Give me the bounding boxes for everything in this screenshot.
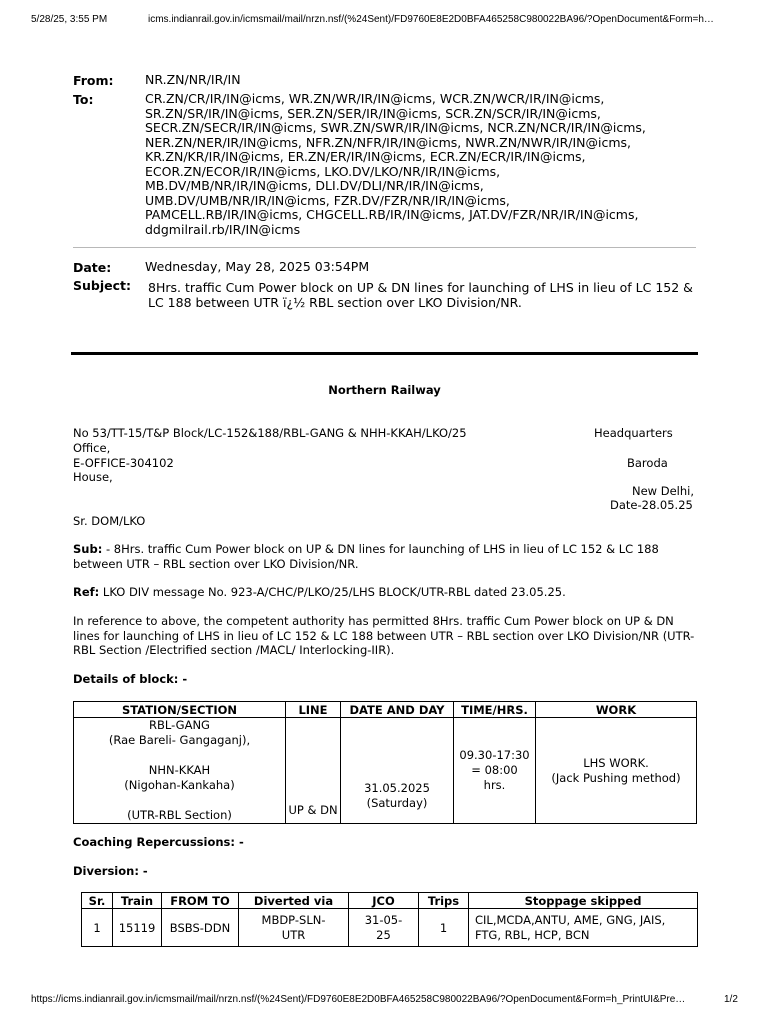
to-label: To:: [73, 92, 94, 107]
col-header-station: STATION/SECTION: [74, 702, 286, 718]
recipient-line: UMB.DV/UMB/NR/IR/IN@icms, FZR.DV/FZR/NR/IR/IN@icms,: [145, 192, 510, 208]
col-header-date: DATE AND DAY: [341, 702, 454, 718]
sr-cell: 1: [82, 909, 113, 947]
work-line: (Jack Pushing method): [551, 770, 681, 785]
stoppage-line: CIL,MCDA,ANTU, AME, GNG, JAIS,: [475, 912, 666, 927]
office-label: Office,: [73, 441, 111, 455]
recipient-line: ddgmilrail.rb/IR/IN@icms: [145, 221, 301, 237]
to-recipients: [145, 92, 685, 237]
subject-paragraph: [73, 542, 698, 571]
col-header-from-to: FROM TO: [162, 893, 239, 909]
ref-label: Ref:: [73, 585, 100, 599]
time-line: = 08:00: [471, 763, 518, 777]
date-value: Wednesday, May 28, 2025 03:54PM: [145, 259, 370, 274]
jco-cell: [349, 909, 419, 947]
train-cell: 15119: [113, 909, 162, 947]
ref-text: LKO DIV message No. 923-A/CHC/P/LKO/25/LHS BLOCK/UTR-RBL dated 23.05.25.: [99, 585, 566, 599]
from-value: NR.ZN/NR/IR/IN: [145, 72, 241, 87]
print-footer-url: https://icms.indianrail.gov.in/icmsmail/mail/nrzn.nsf/(%24Sent)/FD9760E8E2D0BFA465258C980022BA96/?OpenDocument&Form=h_PrintUI&Pre…: [31, 994, 686, 1005]
recipient-line: PAMCELL.RB/IR/IN@icms, CHGCELL.RB/IR/IN@icms, JAT.DV/FZR/NR/IR/IN@icms,: [145, 207, 639, 222]
recipient-line: CR.ZN/CR/IR/IN@icms, WR.ZN/WR/IR/IN@icms, WCR.ZN/WCR/IR/IN@icms,: [145, 91, 605, 106]
time-line: 09.30-17:30: [459, 748, 530, 762]
city-label: New Delhi,: [632, 484, 695, 498]
work-line: LHS WORK.: [583, 755, 649, 770]
sub-text: - 8Hrs. traffic Cum Power block on UP & DN lines for launching of LHS in lieu of LC 152 & LC 188 between UTR – RBL section over LKO Division/NR.: [73, 542, 659, 571]
jco-line: 31-05-: [364, 912, 403, 927]
subject-label: Subject:: [73, 278, 131, 293]
station-line: RBL-GANG: [149, 718, 210, 732]
col-header-trips: Trips: [419, 893, 469, 909]
print-datetime: 5/28/25, 3:55 PM: [31, 14, 108, 25]
station-line: [76, 748, 283, 763]
print-header-url: icms.indianrail.gov.in/icmsmail/mail/nrzn.nsf/(%24Sent)/FD9760E8E2D0BFA465258C980022BA96/?OpenDocument&Form=h…: [148, 14, 714, 25]
work-cell: [536, 718, 697, 824]
date-line: 31.05.2025: [364, 781, 430, 795]
diversion-table-header-row: [82, 893, 698, 909]
stoppage-cell: [469, 909, 698, 947]
letter-ref-number: No 53/TT-15/T&P Block/LC-152&188/RBL-GANG & NHH-KKAH/LKO/25: [73, 426, 467, 440]
col-header-sr: Sr.: [82, 893, 113, 909]
reference-paragraph: [73, 585, 698, 600]
line-cell: UP & DN: [286, 718, 341, 824]
table-row: [82, 909, 698, 947]
time-cell: [454, 718, 536, 824]
date-cell: [341, 718, 454, 824]
from-to-cell: BSBS-DDN: [162, 909, 239, 947]
col-header-stoppage: Stoppage skipped: [469, 893, 698, 909]
time-line: hrs.: [483, 778, 506, 792]
letter-date: Date-28.05.25: [610, 498, 693, 512]
diverted-via-cell: [239, 909, 349, 947]
house-label: House,: [73, 470, 113, 484]
col-header-line: LINE: [286, 702, 341, 718]
header-divider: [73, 247, 696, 248]
via-line: UTR: [281, 927, 306, 942]
recipient-line: KR.ZN/KR/IR/IN@icms, ER.ZN/ER/IR/IN@icms, ECR.ZN/ECR/IR/IN@icms,: [145, 149, 586, 164]
station-line: NHN-KKAH: [148, 763, 211, 777]
table-row: [74, 718, 697, 824]
recipient-line: NER.ZN/NER/IR/IN@icms, NFR.ZN/NFR/IR/IN@icms, NWR.ZN/NWR/IR/IN@icms,: [145, 134, 632, 150]
details-heading: Details of block: -: [73, 672, 188, 686]
eoffice-number: E-OFFICE-304102: [73, 456, 174, 470]
via-line: MBDP-SLN-: [261, 912, 326, 927]
col-header-diverted-via: Diverted via: [239, 893, 349, 909]
diversion-heading: Diversion: -: [73, 864, 148, 878]
col-header-work: WORK: [536, 702, 697, 718]
station-line: (Rae Bareli- Gangaganj),: [108, 733, 251, 747]
diversion-table: [81, 892, 698, 947]
col-header-jco: JCO: [349, 893, 419, 909]
station-line: [76, 793, 283, 808]
sub-label: Sub:: [73, 542, 103, 556]
from-label: From:: [73, 73, 114, 88]
baroda-label: Baroda: [627, 456, 668, 470]
station-line: (Nigohan-Kankaha): [124, 778, 235, 792]
col-header-train: Train: [113, 893, 162, 909]
addressee: Sr. DOM/LKO: [73, 514, 146, 528]
trips-cell: 1: [419, 909, 469, 947]
reference-body-paragraph: In reference to above, the competent authority has permitted 8Hrs. traffic Cum Power block on UP & DN lines for launching of LHS in lieu of LC 152 & LC 188 between UTR – RBL section over LKO Division/NR (UTR-RBL Section /Electrified section /MACL/ Interlocking-IIR).: [73, 614, 695, 657]
recipient-line: SECR.ZN/SECR/IR/IN@icms, SWR.ZN/SWR/IR/IN@icms, NCR.ZN/NCR/IR/IN@icms,: [145, 120, 646, 135]
recipient-line: MB.DV/MB/NR/IR/IN@icms, DLI.DV/DLI/NR/IR/IN@icms,: [145, 178, 484, 193]
subject-value: 8Hrs. traffic Cum Power block on UP & DN lines for launching of LHS in lieu of LC 152 & LC 188 between UTR ï¿½ RBL section over LKO Division/NR.: [148, 280, 693, 310]
jco-line: 25: [376, 927, 391, 942]
coaching-heading: Coaching Repercussions: -: [73, 835, 244, 849]
page-number: 1/2: [724, 994, 738, 1005]
hq-label: Headquarters: [594, 426, 673, 440]
recipient-line: SR.ZN/SR/IR/IN@icms, SER.ZN/SER/IR/IN@icms, SCR.ZN/SCR/IR/IN@icms,: [145, 105, 601, 121]
station-cell: [74, 718, 286, 824]
recipient-line: ECOR.ZN/ECOR/IR/IN@icms, LKO.DV/LKO/NR/IR/IN@icms,: [145, 163, 501, 179]
col-header-time: TIME/HRS.: [454, 702, 536, 718]
station-line: (UTR-RBL Section): [127, 808, 232, 822]
org-heading: Northern Railway: [328, 383, 441, 397]
body-divider: [71, 352, 698, 355]
date-label: Date:: [73, 260, 112, 275]
block-table-header-row: [74, 702, 697, 718]
block-details-table: [73, 701, 697, 824]
stoppage-line: FTG, RBL, HCP, BCN: [475, 927, 590, 942]
date-line: (Saturday): [366, 796, 428, 810]
